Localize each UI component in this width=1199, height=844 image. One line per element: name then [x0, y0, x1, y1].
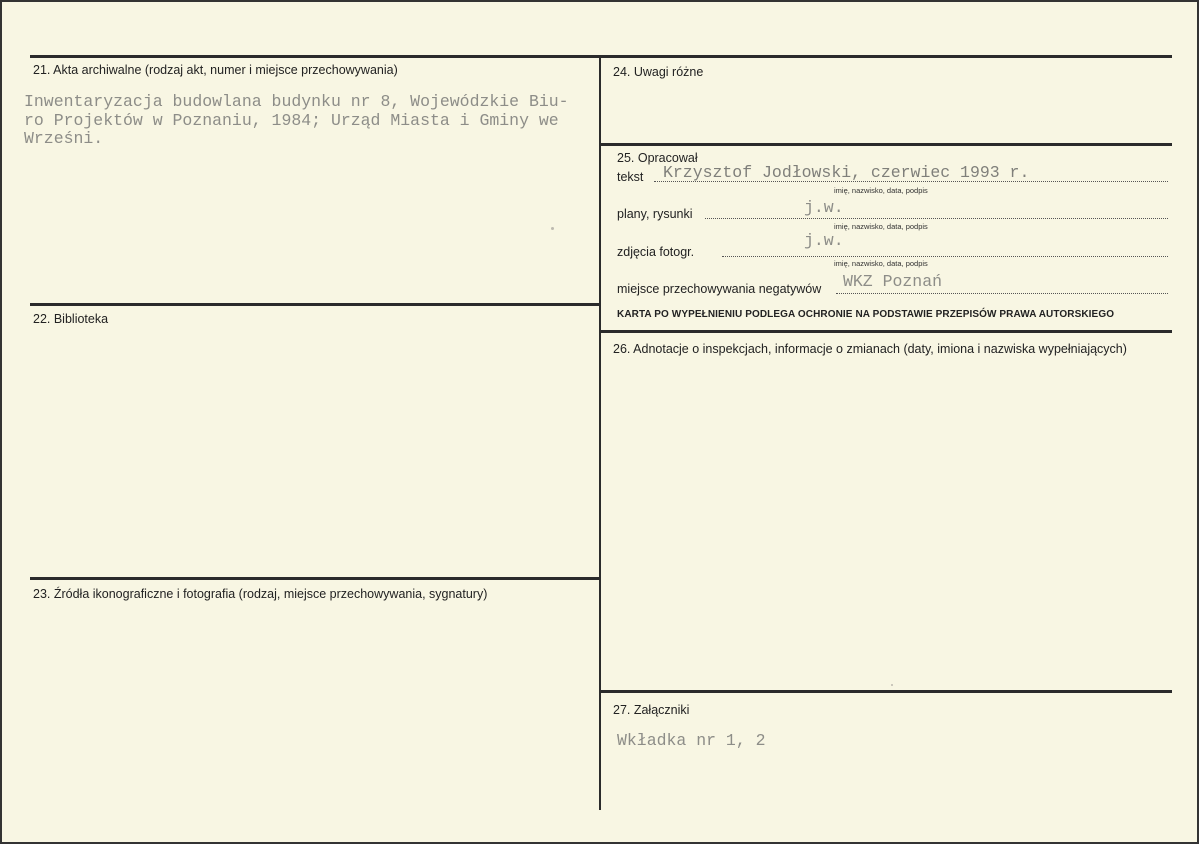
paper-speck — [551, 227, 554, 230]
negatywy-value: WKZ Poznań — [843, 272, 943, 291]
section-21-label: 21. Akta archiwalne (rodzaj akt, numer i miejsce przechowywania) — [33, 63, 398, 77]
plany-label: plany, rysunki — [617, 207, 693, 221]
zdjecia-hint: imię, nazwisko, data, podpis — [834, 259, 928, 268]
rule-left-23 — [30, 577, 600, 580]
section-21-line-3: Wrześni. — [24, 129, 104, 148]
section-21-line-1: Inwentaryzacja budowlana budynku nr 8, Wojewódzkie Biu- — [24, 92, 569, 111]
negatywy-label: miejsce przechowywania negatywów — [617, 282, 822, 296]
section-21-line-2: ro Projektów w Poznaniu, 1984; Urząd Miasta i Gminy we — [24, 111, 559, 130]
rule-right-26 — [600, 330, 1172, 333]
zdjecia-label: zdjęcia fotogr. — [617, 245, 695, 259]
section-27-label: 27. Załączniki — [613, 703, 690, 717]
copyright-notice: KARTA PO WYPEŁNIENIU PODLEGA OCHRONIE NA PODSTAWIE PRZEPISÓW PRAWA AUTORSKIEGO — [617, 309, 1115, 320]
tekst-value: Krzysztof Jodłowski, czerwiec 1993 r. — [663, 163, 1030, 182]
section-23-label: 23. Źródła ikonograficzne i fotografia (rodzaj, miejsce przechowywania, sygnatury) — [33, 587, 488, 601]
zdjecia-value: j.w. — [804, 231, 844, 250]
section-27-value: Wkładka nr 1, 2 — [617, 731, 766, 750]
plany-hint: imię, nazwisko, data, podpis — [834, 222, 928, 231]
plany-dotted-line — [705, 218, 1168, 219]
zdjecia-dotted-line — [722, 256, 1168, 257]
rule-right-25 — [600, 143, 1172, 146]
paper-speck — [891, 684, 893, 686]
section-22-label: 22. Biblioteka — [33, 312, 109, 326]
tekst-hint: imię, nazwisko, data, podpis — [834, 186, 928, 195]
section-26-label: 26. Adnotacje o inspekcjach, informacje o zmianach (daty, imiona i nazwiska wypełniających) — [613, 342, 1127, 356]
top-rule — [30, 55, 1172, 58]
tekst-label: tekst — [617, 170, 644, 184]
rule-right-27 — [600, 690, 1172, 693]
center-divider — [599, 55, 601, 810]
negatywy-dotted-line — [836, 293, 1168, 294]
plany-value: j.w. — [804, 198, 844, 217]
section-25-label: 25. Opracował — [617, 151, 698, 165]
section-24-label: 24. Uwagi różne — [613, 65, 704, 79]
rule-left-22 — [30, 303, 600, 306]
